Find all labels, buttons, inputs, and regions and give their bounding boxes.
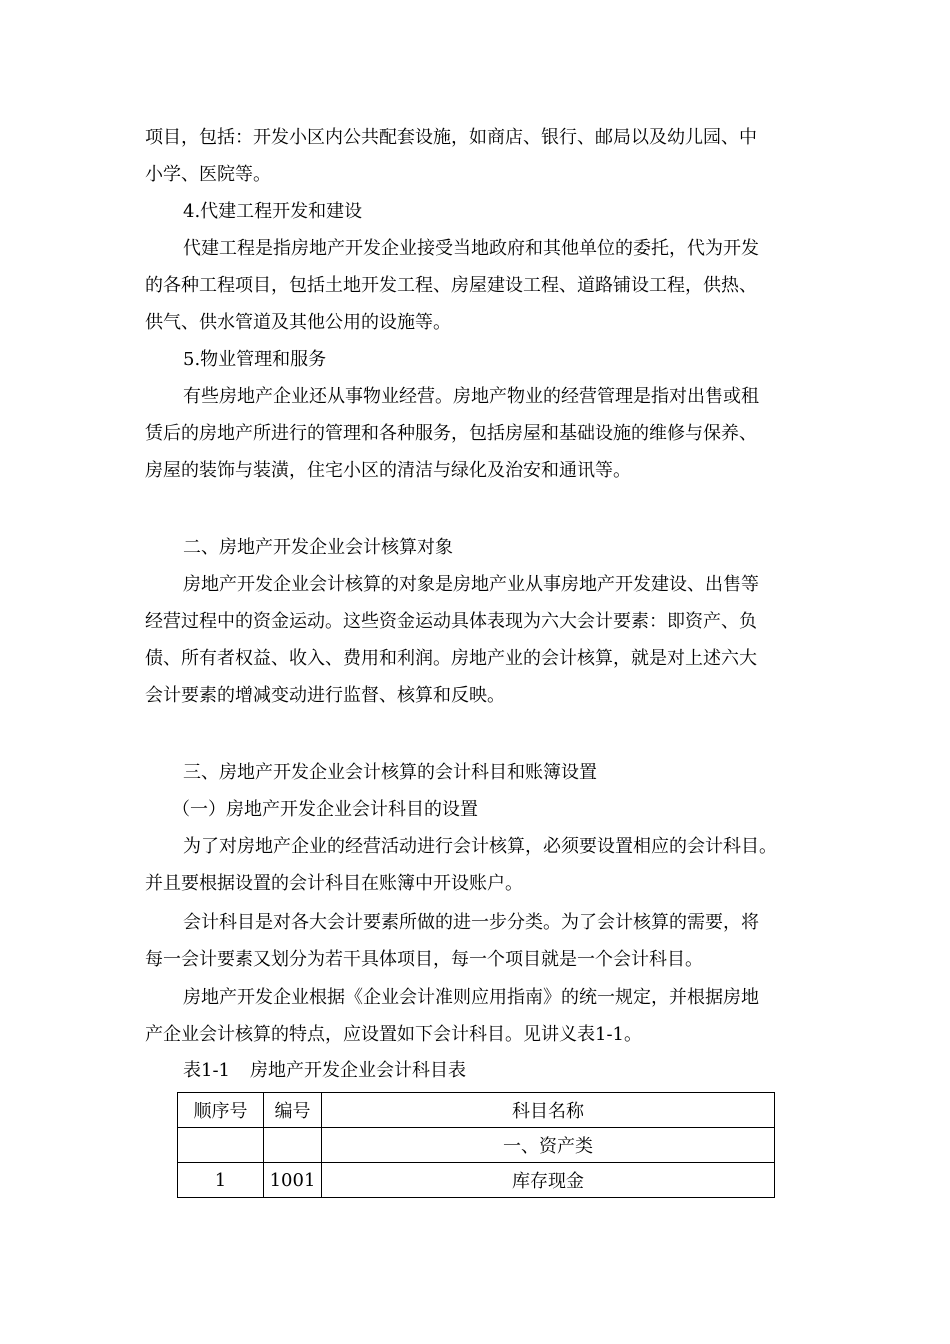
heading-subsection-one	[145, 791, 805, 828]
text-line: 的各种工程项目，包括土地开发工程、房屋建设工程、道路铺设工程，供热、	[145, 275, 757, 296]
heading-item-5	[145, 341, 805, 378]
table-row	[178, 1163, 775, 1198]
text-line: 房屋的装饰与装潢，住宅小区的清洁与绿化及治安和通讯等。	[145, 460, 631, 481]
header-name: 科目名称	[322, 1093, 775, 1128]
heading-section-three	[145, 754, 805, 791]
paragraph-public-facilities	[145, 119, 805, 193]
text-line: 为了对房地产企业的经营活动进行会计核算，必须要设置相应的会计科目。	[183, 836, 777, 857]
text-line: 供气、供水管道及其他公用的设施等。	[145, 312, 451, 333]
text-line: 产企业会计核算的特点，应设置如下会计科目。见讲义表1-1。	[145, 1024, 642, 1045]
text-line: 小学、医院等。	[145, 164, 271, 185]
heading-section-two	[145, 529, 805, 566]
paragraph-agency-projects	[145, 230, 805, 341]
heading-text: 5.物业管理和服务	[183, 349, 327, 370]
text-line: 会计要素的增减变动进行监督、核算和反映。	[145, 685, 505, 706]
text-line: 经营过程中的资金运动。这些资金运动具体表现为六大会计要素：即资产、负	[145, 611, 757, 632]
table-header-row	[178, 1093, 775, 1128]
text-line: 并且要根据设置的会计科目在账簿中开设账户。	[145, 873, 523, 894]
header-seq: 顺序号	[178, 1093, 264, 1128]
table-cell	[264, 1128, 322, 1163]
heading-text: （一）房地产开发企业会计科目的设置	[172, 799, 478, 820]
heading-text: 三、房地产开发企业会计核算的会计科目和账簿设置	[183, 762, 597, 783]
text-line: 代建工程是指房地产开发企业接受当地政府和其他单位的委托，代为开发	[183, 238, 759, 259]
text-line: 房地产开发企业会计核算的对象是房地产业从事房地产开发建设、出售等	[183, 574, 759, 595]
text-line: 债、所有者权益、收入、费用和利润。房地产业的会计核算，就是对上述六大	[145, 648, 757, 669]
paragraph-subject-setup	[145, 828, 805, 902]
text-line: 每一会计要素又划分为若干具体项目，每一个项目就是一个会计科目。	[145, 949, 703, 970]
text-line: 项目，包括：开发小区内公共配套设施，如商店、银行、邮局以及幼儿园、中	[145, 127, 757, 148]
category-label: 一、资产类	[322, 1128, 775, 1163]
paragraph-subject-definition	[145, 904, 805, 978]
heading-text: 4.代建工程开发和建设	[183, 201, 363, 222]
table-caption-number: 表1-1	[183, 1060, 230, 1081]
accounting-subjects-table	[177, 1092, 775, 1198]
paragraph-accounting-object	[145, 566, 805, 714]
cell-code: 1001	[264, 1163, 322, 1198]
cell-seq: 1	[178, 1163, 264, 1198]
header-code: 编号	[264, 1093, 322, 1128]
table-cell	[178, 1128, 264, 1163]
paragraph-guidelines	[145, 979, 805, 1053]
table-caption	[183, 1055, 466, 1087]
text-line: 房地产开发企业根据《企业会计准则应用指南》的统一规定，并根据房地	[183, 987, 759, 1008]
text-line: 赁后的房地产所进行的管理和各种服务，包括房屋和基础设施的维修与保养、	[145, 423, 757, 444]
table-category-row	[178, 1128, 775, 1163]
heading-item-4	[145, 193, 805, 230]
cell-name: 库存现金	[322, 1163, 775, 1198]
text-line: 会计科目是对各大会计要素所做的进一步分类。为了会计核算的需要，将	[183, 912, 759, 933]
heading-text: 二、房地产开发企业会计核算对象	[183, 537, 453, 558]
text-line: 有些房地产企业还从事物业经营。房地产物业的经营管理是指对出售或租	[183, 386, 759, 407]
table-caption-title: 房地产开发企业会计科目表	[250, 1060, 466, 1081]
paragraph-property-management	[145, 378, 805, 489]
